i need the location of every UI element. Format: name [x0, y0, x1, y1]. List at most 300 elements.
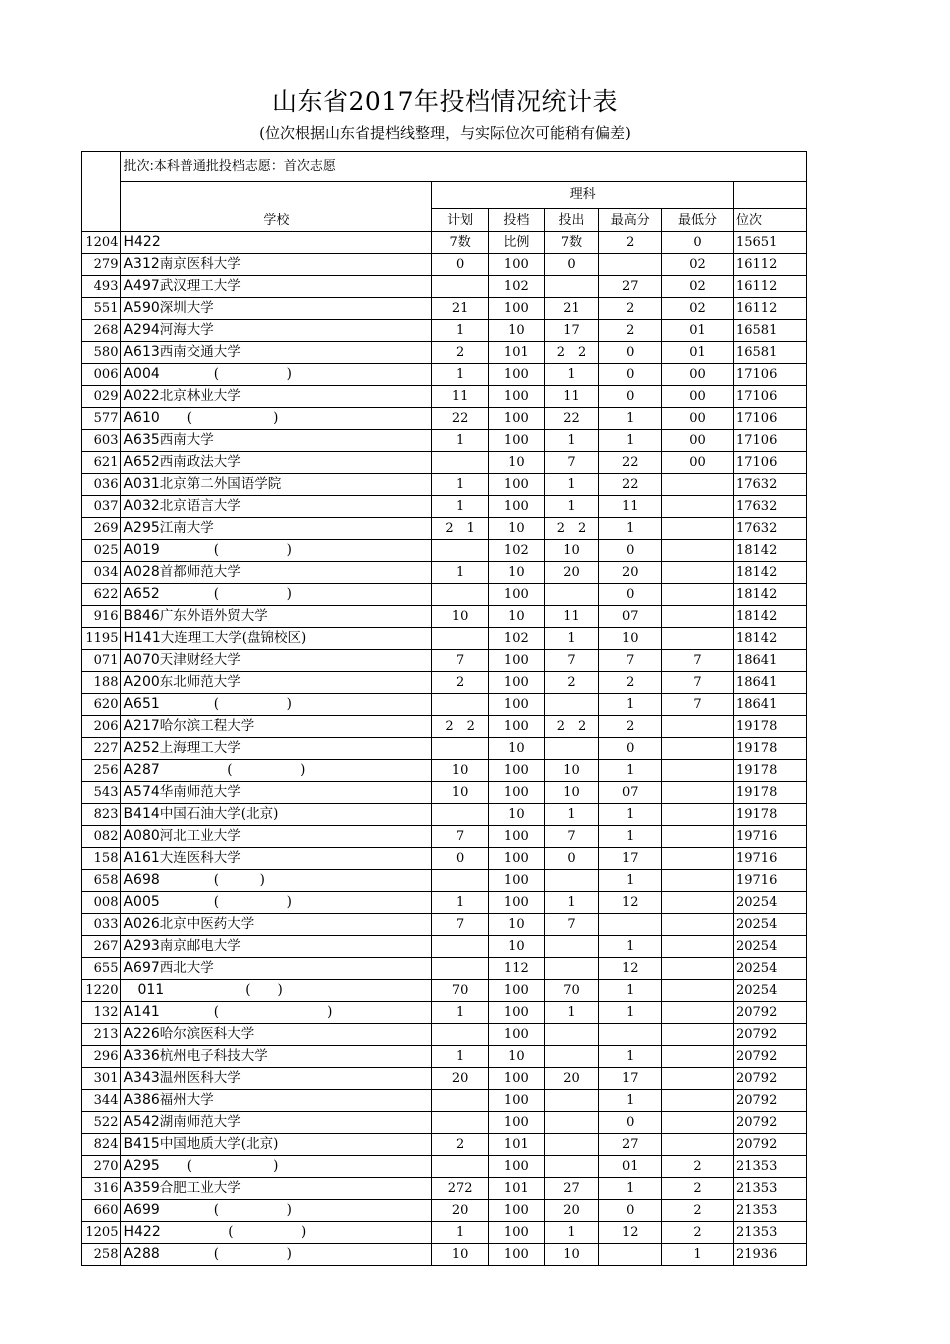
min-cell: 2: [662, 1178, 734, 1200]
school-name: 合肥工业大学: [159, 1180, 241, 1196]
rank-cell: 16112: [733, 276, 806, 298]
min-cell: [662, 584, 734, 606]
table-row: [82, 1002, 807, 1024]
max-cell: 0: [599, 540, 662, 562]
school-cell: [121, 276, 432, 298]
rank-cell: 19178: [733, 804, 806, 826]
ratio-cell: 100: [489, 430, 545, 452]
max-cell: 0: [599, 386, 662, 408]
school-name: 河北工业大学: [159, 828, 241, 844]
out-cell: 20: [544, 562, 599, 584]
plan-cell: 1: [432, 1002, 489, 1024]
ratio-cell: 10: [489, 914, 545, 936]
school-cell: [121, 1068, 432, 1090]
row-id: 132: [82, 1002, 121, 1024]
plan-cell: 1: [432, 320, 489, 342]
school-cell: [121, 1002, 432, 1024]
plan-cell: 1: [432, 496, 489, 518]
plan-cell: 10: [432, 1244, 489, 1266]
min-cell: [662, 958, 734, 980]
school-code: A226: [123, 1026, 160, 1042]
max-cell: 12: [599, 892, 662, 914]
out-cell: 10: [544, 782, 599, 804]
out-cell: 27: [544, 1178, 599, 1200]
rank-cell: 19178: [733, 760, 806, 782]
plan-cell: [432, 584, 489, 606]
rank-cell: 17106: [733, 452, 806, 474]
plan-cell: [432, 1090, 489, 1112]
out-cell: 10: [544, 540, 599, 562]
school-code: A031: [123, 476, 160, 492]
school-code: A312: [123, 256, 160, 272]
school-cell: [121, 980, 432, 1002]
out-cell: 2: [544, 672, 599, 694]
table-row: [82, 782, 807, 804]
table-row: [82, 474, 807, 496]
out-cell: [544, 694, 599, 716]
out-cell: 21: [544, 298, 599, 320]
rank-cell: 19178: [733, 716, 806, 738]
min-cell: [662, 1068, 734, 1090]
table-row: [82, 936, 807, 958]
row-id: 1195: [82, 628, 121, 650]
out-cell: [544, 1046, 599, 1068]
school-code: A336: [123, 1048, 160, 1064]
row-id: 577: [82, 408, 121, 430]
school-name: 哈尔滨医科大学: [159, 1026, 255, 1042]
out-cell: [544, 936, 599, 958]
ratio-cell: 102: [489, 540, 545, 562]
table-row: [82, 1112, 807, 1134]
min-cell: 00: [662, 430, 734, 452]
plan-cell: 7数: [432, 232, 489, 254]
rank-cell: 18641: [733, 650, 806, 672]
rank-cell: 20792: [733, 1134, 806, 1156]
max-cell: 20: [599, 562, 662, 584]
out-cell: [544, 1156, 599, 1178]
school-cell: [121, 1244, 432, 1266]
out-cell: 7: [544, 826, 599, 848]
row-id: 493: [82, 276, 121, 298]
school-name: ( ): [164, 982, 283, 998]
school-cell: [121, 936, 432, 958]
school-cell: [121, 254, 432, 276]
ratio-cell: 100: [489, 1222, 545, 1244]
school-cell: [121, 716, 432, 738]
category-header: 理科: [432, 182, 734, 209]
school-code: A542: [123, 1114, 160, 1130]
school-code: H422: [123, 234, 161, 250]
table-row: [82, 1134, 807, 1156]
row-id: 655: [82, 958, 121, 980]
ratio-cell: 102: [489, 628, 545, 650]
row-id: 071: [82, 650, 121, 672]
min-cell: 7: [662, 650, 734, 672]
school-cell: [121, 320, 432, 342]
min-cell: 2: [662, 1222, 734, 1244]
table-row: [82, 650, 807, 672]
table-row: [82, 892, 807, 914]
ratio-cell: 101: [489, 342, 545, 364]
plan-cell: 20: [432, 1068, 489, 1090]
min-cell: [662, 1134, 734, 1156]
school-name: 南京医科大学: [159, 256, 241, 272]
row-id: 916: [82, 606, 121, 628]
rank-cell: 20792: [733, 1024, 806, 1046]
school-cell: [121, 738, 432, 760]
school-code: A161: [123, 850, 160, 866]
min-cell: [662, 1046, 734, 1068]
plan-cell: 10: [432, 782, 489, 804]
school-name: 中国石油大学(北京): [159, 806, 279, 822]
table-row: [82, 826, 807, 848]
school-name: ( ): [159, 542, 292, 558]
table-row: [82, 298, 807, 320]
row-id: 344: [82, 1090, 121, 1112]
school-cell: [121, 386, 432, 408]
max-cell: 0: [599, 342, 662, 364]
school-code: A293: [123, 938, 160, 954]
rank-cell: 18142: [733, 562, 806, 584]
ratio-cell: 100: [489, 1244, 545, 1266]
school-code: A386: [123, 1092, 160, 1108]
out-cell: 7数: [544, 232, 599, 254]
school-name: 北京语言大学: [159, 498, 241, 514]
rank-cell: 18142: [733, 606, 806, 628]
school-name: ( ): [159, 1202, 292, 1218]
plan-cell: 1: [432, 562, 489, 584]
plan-cell: 10: [432, 606, 489, 628]
out-cell: [544, 958, 599, 980]
rank-cell: 16112: [733, 298, 806, 320]
ratio-cell: 100: [489, 694, 545, 716]
school-name: ( ): [159, 1004, 333, 1020]
min-cell: 7: [662, 672, 734, 694]
row-id: 551: [82, 298, 121, 320]
out-cell: 20: [544, 1068, 599, 1090]
ratio-cell: 100: [489, 254, 545, 276]
school-code: A032: [123, 498, 160, 514]
min-cell: [662, 628, 734, 650]
school-code: A070: [123, 652, 160, 668]
school-code: A613: [123, 344, 160, 360]
row-id: 621: [82, 452, 121, 474]
school-cell: [121, 826, 432, 848]
plan-cell: 1: [432, 1046, 489, 1068]
corner-cell: [82, 152, 121, 232]
max-cell: 17: [599, 1068, 662, 1090]
max-cell: 7: [599, 650, 662, 672]
plan-cell: 7: [432, 914, 489, 936]
school-name: 西北大学: [159, 960, 214, 976]
plan-cell: [432, 694, 489, 716]
school-cell: [121, 606, 432, 628]
max-cell: 22: [599, 452, 662, 474]
out-cell: 10: [544, 760, 599, 782]
school-code: A004: [123, 366, 160, 382]
school-name: ( ): [159, 1246, 292, 1262]
min-cell: [662, 518, 734, 540]
school-cell: [121, 1024, 432, 1046]
min-header: 最低分: [662, 209, 734, 232]
plan-cell: 7: [432, 650, 489, 672]
plan-header: 计划: [432, 209, 489, 232]
rank-cell: 20792: [733, 1090, 806, 1112]
ratio-cell: 100: [489, 1024, 545, 1046]
out-cell: 7: [544, 914, 599, 936]
school-code: A698: [123, 872, 160, 888]
table-row: [82, 958, 807, 980]
rank-cell: 17106: [733, 408, 806, 430]
school-cell: [121, 848, 432, 870]
plan-cell: 2: [432, 1134, 489, 1156]
min-cell: [662, 1090, 734, 1112]
school-cell: [121, 540, 432, 562]
max-cell: [599, 1244, 662, 1266]
school-code: A635: [123, 432, 160, 448]
row-id: 580: [82, 342, 121, 364]
out-cell: 70: [544, 980, 599, 1002]
batch-label: 批次:本科普通批投档志愿：首次志愿: [121, 152, 807, 182]
rank-header: 位次: [733, 209, 806, 232]
min-cell: 7: [662, 694, 734, 716]
rank-cell: 18142: [733, 628, 806, 650]
out-header: 投出: [544, 209, 599, 232]
school-code: A295: [123, 520, 160, 536]
min-cell: [662, 738, 734, 760]
rank-cell: 17632: [733, 496, 806, 518]
min-cell: 01: [662, 342, 734, 364]
row-id: 622: [82, 584, 121, 606]
max-cell: 1: [599, 1002, 662, 1024]
min-cell: [662, 848, 734, 870]
row-id: 036: [82, 474, 121, 496]
school-code: A574: [123, 784, 160, 800]
rank-cell: 19716: [733, 826, 806, 848]
rank-cell: 18142: [733, 540, 806, 562]
rank-cell: 21353: [733, 1178, 806, 1200]
rank-cell: 20792: [733, 1002, 806, 1024]
ratio-cell: 10: [489, 452, 545, 474]
ratio-cell: 101: [489, 1134, 545, 1156]
table-row: [82, 496, 807, 518]
rank-cell: 20792: [733, 1046, 806, 1068]
out-cell: 1: [544, 474, 599, 496]
school-name: 华南师范大学: [159, 784, 241, 800]
ratio-cell: 100: [489, 386, 545, 408]
max-cell: 1: [599, 1178, 662, 1200]
school-cell: [121, 298, 432, 320]
plan-cell: 0: [432, 848, 489, 870]
school-name: ( ): [159, 696, 292, 712]
rank-cell: 18641: [733, 672, 806, 694]
school-cell: [121, 870, 432, 892]
max-cell: [599, 1024, 662, 1046]
row-id: 823: [82, 804, 121, 826]
row-id: 227: [82, 738, 121, 760]
table-row: [82, 1178, 807, 1200]
plan-cell: 0: [432, 254, 489, 276]
ratio-cell: 100: [489, 716, 545, 738]
ratio-cell: 100: [489, 672, 545, 694]
max-cell: 0: [599, 738, 662, 760]
school-name: 南京邮电大学: [159, 938, 241, 954]
school-code: A200: [123, 674, 160, 690]
ratio-cell: 10: [489, 518, 545, 540]
school-code: A610: [123, 410, 160, 426]
row-id: 269: [82, 518, 121, 540]
row-id: 1220: [82, 980, 121, 1002]
school-cell: [121, 1156, 432, 1178]
ratio-cell: 100: [489, 1090, 545, 1112]
school-cell: [121, 1112, 432, 1134]
plan-cell: [432, 628, 489, 650]
rank-cell: 18142: [733, 584, 806, 606]
school-name: 温州医科大学: [159, 1070, 241, 1086]
school-cell: [121, 342, 432, 364]
rank-cell: 20792: [733, 1068, 806, 1090]
ratio-cell: 100: [489, 364, 545, 386]
table-row: [82, 694, 807, 716]
school-code: B415: [123, 1136, 160, 1152]
school-cell: [121, 804, 432, 826]
school-code: A651: [123, 696, 160, 712]
school-code: A252: [123, 740, 160, 756]
batch-row: [82, 152, 807, 182]
school-code: H422: [123, 1224, 161, 1240]
ratio-cell: 100: [489, 760, 545, 782]
school-name: 杭州电子科技大学: [159, 1048, 268, 1064]
plan-cell: [432, 936, 489, 958]
row-id: 296: [82, 1046, 121, 1068]
min-cell: [662, 716, 734, 738]
school-name: 广东外语外贸大学: [159, 608, 268, 624]
out-cell: 7: [544, 650, 599, 672]
row-id: 006: [82, 364, 121, 386]
out-cell: 0: [544, 254, 599, 276]
min-cell: 2: [662, 1200, 734, 1222]
out-cell: [544, 738, 599, 760]
ratio-cell: 100: [489, 408, 545, 430]
school-cell: [121, 650, 432, 672]
table-row: [82, 1046, 807, 1068]
plan-cell: 1: [432, 892, 489, 914]
table-row: [82, 606, 807, 628]
school-code: A287: [123, 762, 160, 778]
rank-cell: 20254: [733, 936, 806, 958]
max-cell: 2: [599, 232, 662, 254]
min-cell: 02: [662, 298, 734, 320]
table-row: [82, 562, 807, 584]
school-code: A019: [123, 542, 160, 558]
school-code: A590: [123, 300, 160, 316]
school-code: A652: [123, 586, 160, 602]
table-row: [82, 804, 807, 826]
ratio-cell: 100: [489, 848, 545, 870]
row-id: 158: [82, 848, 121, 870]
school-code: A022: [123, 388, 160, 404]
min-cell: [662, 892, 734, 914]
out-cell: 1: [544, 1002, 599, 1024]
rank-cell: 21353: [733, 1156, 806, 1178]
table-row: [82, 408, 807, 430]
min-cell: 00: [662, 364, 734, 386]
min-cell: [662, 980, 734, 1002]
page-title: 山东省2017年投档情况统计表: [271, 87, 619, 116]
school-name: 湖南师范大学: [159, 1114, 241, 1130]
min-cell: [662, 914, 734, 936]
school-name: 福州大学: [159, 1092, 214, 1108]
school-name: ( ): [159, 1158, 279, 1174]
ratio-cell: 100: [489, 892, 545, 914]
min-cell: [662, 936, 734, 958]
row-id: 301: [82, 1068, 121, 1090]
school-code: A699: [123, 1202, 160, 1218]
school-name: 武汉理工大学: [159, 278, 241, 294]
max-cell: 07: [599, 606, 662, 628]
max-cell: 1: [599, 408, 662, 430]
ratio-cell: 100: [489, 298, 545, 320]
out-cell: 22: [544, 408, 599, 430]
min-cell: 2: [662, 1156, 734, 1178]
max-cell: [599, 914, 662, 936]
plan-cell: [432, 870, 489, 892]
row-id: 522: [82, 1112, 121, 1134]
min-cell: 0: [662, 232, 734, 254]
table-row: [82, 430, 807, 452]
school-name: 上海理工大学: [159, 740, 241, 756]
min-cell: [662, 474, 734, 496]
ratio-cell: 100: [489, 1068, 545, 1090]
plan-cell: 272: [432, 1178, 489, 1200]
school-name: ( ): [159, 762, 306, 778]
category-row: [82, 182, 807, 209]
out-cell: 2 2: [544, 342, 599, 364]
school-cell: [121, 474, 432, 496]
school-code: A288: [123, 1246, 160, 1262]
school-cell: [121, 518, 432, 540]
max-cell: 12: [599, 958, 662, 980]
rank-cell: 19178: [733, 782, 806, 804]
out-cell: [544, 1112, 599, 1134]
ratio-cell: 100: [489, 1002, 545, 1024]
rank-cell: 16581: [733, 320, 806, 342]
row-id: 268: [82, 320, 121, 342]
out-cell: 1: [544, 430, 599, 452]
out-cell: 1: [544, 1222, 599, 1244]
out-cell: [544, 584, 599, 606]
plan-cell: [432, 958, 489, 980]
max-cell: 1: [599, 760, 662, 782]
plan-cell: 21: [432, 298, 489, 320]
ratio-cell: 100: [489, 826, 545, 848]
school-name: 北京中医药大学: [159, 916, 255, 932]
school-name: 首都师范大学: [159, 564, 241, 580]
row-id: 270: [82, 1156, 121, 1178]
school-code: B846: [123, 608, 160, 624]
out-cell: 11: [544, 386, 599, 408]
school-header: 学校: [121, 182, 432, 232]
max-cell: 01: [599, 1156, 662, 1178]
plan-cell: 70: [432, 980, 489, 1002]
row-id: 034: [82, 562, 121, 584]
min-cell: 01: [662, 320, 734, 342]
school-name: 西南大学: [159, 432, 214, 448]
school-code: A343: [123, 1070, 160, 1086]
school-code: A005: [123, 894, 160, 910]
row-id: 1205: [82, 1222, 121, 1244]
ratio-cell: 100: [489, 1112, 545, 1134]
